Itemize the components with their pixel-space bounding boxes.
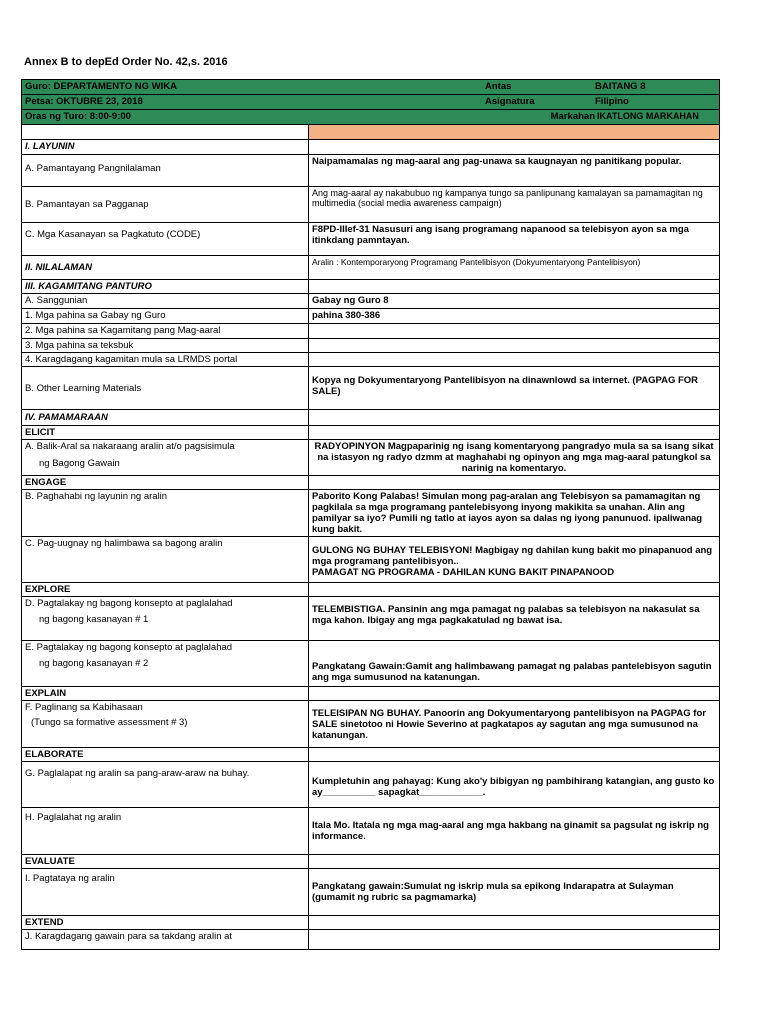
kasanayan-value: F8PD-IIIef-31 Nasusuri ang isang programang napanood sa telebisyon ayon sa mga itinkdang pamntayan.: [309, 223, 720, 256]
row-kagamitan: [22, 280, 720, 294]
pagtalakay1-value: TELEMBISTIGA. Pansinin ang mga pamagat ng palabas sa telebisyon na nakasulat sa mga kahon. Ibigay ang mga pagkakatulad ng bawat isa.: [309, 597, 720, 641]
layunin-label: I. LAYUNIN: [22, 140, 309, 155]
engage-label: ENGAGE: [22, 476, 309, 490]
pagganap-label: B. Pamantayan sa Pagganap: [22, 187, 309, 223]
extend-label: EXTEND: [22, 916, 309, 930]
elicit-label: ELICIT: [22, 426, 309, 440]
karagdagang-kagamitan-label: 4. Karagdagang kagamitan mula sa LRMDS portal: [22, 353, 309, 367]
asignatura-label: Asignatura: [485, 96, 535, 107]
pag-uugnay-value-1: GULONG NG BUHAY TELEBISYON! Magbigay ng dahilan kung bakit mo pinapanuod ang mga programang pantelibisyon..: [312, 545, 713, 567]
pahina-mag-aaral-label: 2. Mga pahina sa Kagamitang pang Mag-aaral: [22, 324, 309, 339]
row-pahina-mag-aaral: [22, 324, 720, 339]
paglalahat-label: H. Paglalahat ng aralin: [22, 808, 309, 855]
row-evaluate: [22, 855, 720, 869]
blank-cell-orange: [309, 125, 720, 140]
pamantayang-label: A. Pamantayang Pangnilalaman: [22, 155, 309, 187]
row-paglalahat: [22, 808, 720, 855]
pagtataya-label: I. Pagtataya ng aralin: [22, 869, 309, 916]
row-engage: [22, 476, 720, 490]
balik-aral-value: RADYOPINYON Magpaparinig ng isang komentaryong pangradyo mula sa sa isang sikat na istasyon ng radyo dzmm at maghahabi ng opinyon ang mga mag-aaral patungkol sa narinig na komentaryo.: [309, 440, 720, 476]
antas-label: Antas: [485, 81, 512, 92]
kasanayan-label: C. Mga Kasanayan sa Pagkatuto (CODE): [22, 223, 309, 256]
pag-uugnay-value-2: PAMAGAT NG PROGRAMA - DAHILAN KUNG BAKIT PINAPANOOD: [312, 567, 615, 578]
row-pamantayang-pangnilalaman: [22, 155, 720, 187]
row-pamamaraan: [22, 410, 720, 426]
annex-title: Annex B to depEd Order No. 42,s. 2016: [24, 56, 228, 68]
explain-label: EXPLAIN: [22, 687, 309, 701]
karagdagang-gawain-label: J. Karagdagang gawain para sa takdang aralin at: [22, 930, 309, 950]
sanggunian-value: Gabay ng Guro 8: [309, 294, 720, 309]
row-nilalaman: [22, 256, 720, 280]
blank-cell-left: [22, 125, 309, 140]
paglalapat-value: Kumpletuhin ang pahayag: Kung ako'y bibigyan ng pambihirang katangian, ang gusto ko ay__________ sapagkat____________.: [309, 762, 720, 808]
other-materials-value: Kopya ng Dokyumentaryong Pantelibisyon na dinawnlowd sa internet. (PAGPAG FOR SALE): [309, 367, 720, 410]
pahina-guro-value: pahina 380-386: [309, 309, 720, 324]
nilalaman-value: Aralin : Kontemporaryong Programang Pantelibisyon (Dokyumentaryong Pantelibisyon): [309, 256, 720, 280]
row-paglalapat: [22, 762, 720, 808]
pagtalakay2-label-1: E. Pagtalakay ng bagong konsepto at paglalahad: [25, 642, 233, 653]
antas-value: BAITANG 8: [595, 81, 646, 92]
paglalapat-label: G. Paglalapat ng aralin sa pang-araw-araw na buhay.: [22, 762, 309, 808]
pag-uugnay-label: C. Pag-uugnay ng halimbawa sa bagong aralin: [22, 537, 309, 583]
row-kasanayan: [22, 223, 720, 256]
row-elaborate: [22, 748, 720, 762]
lesson-plan-table: [21, 79, 720, 950]
row-pagtalakay-2: [22, 641, 720, 687]
paglinang-value: TELEISIPAN NG BUHAY. Panoorin ang Dokyumentaryong pantelibisyon na PAGPAG for SALE sinetotoo ni Howie Severino at pagkatapos ay sagutan ang mga sumusunod na katanungan.: [309, 701, 720, 748]
header-row-petsa: [22, 95, 720, 110]
asignatura-value: Filipino: [595, 96, 629, 107]
row-paghahabi: [22, 490, 720, 537]
row-pahina-teksbuk: [22, 339, 720, 353]
row-layunin: [22, 140, 720, 155]
header-row-oras: [22, 110, 720, 125]
pagtalakay2-label-2: ng bagong kasanayan # 2: [39, 658, 149, 669]
row-pamantayan-pagganap: [22, 187, 720, 223]
row-extend: [22, 916, 720, 930]
row-pagtataya: [22, 869, 720, 916]
row-balik-aral: [22, 440, 720, 476]
markahan-label: Markahan: [550, 111, 595, 122]
paglinang-label-1: F. Paglinang sa Kabihasaan: [25, 702, 143, 713]
pahina-guro-label: 1. Mga pahina sa Gabay ng Guro: [22, 309, 309, 324]
row-paglinang: [22, 701, 720, 748]
pamantayang-value: Naipamamalas ng mag-aaral ang pag-unawa sa kaugnayan ng panitikang popular.: [309, 155, 720, 187]
kagamitan-label: III. KAGAMITANG PANTURO: [22, 280, 309, 294]
row-pagtalakay-1: [22, 597, 720, 641]
balik-aral-label-2: ng Bagong Gawain: [39, 458, 120, 469]
row-elicit: [22, 426, 720, 440]
header-row-guro: [22, 80, 720, 95]
pahina-teksbuk-label: 3. Mga pahina sa teksbuk: [22, 339, 309, 353]
pagtalakay2-value: Pangkatang Gawain:Gamit ang halimbawang pamagat ng palabas pantelebisyon sagutin ang mga sumusunod na katanungan.: [309, 641, 720, 687]
row-karagdagang-gawain: [22, 930, 720, 950]
paglinang-label-2: (Tungo sa formative assessment # 3): [31, 717, 188, 728]
nilalaman-label: II. NILALAMAN: [22, 256, 309, 280]
pagtalakay1-label-1: D. Pagtalakay ng bagong konsepto at paglalahad: [25, 598, 233, 609]
pagtalakay1-label-2: ng bagong kasanayan # 1: [39, 614, 149, 625]
sanggunian-label: A. Sanggunian: [22, 294, 309, 309]
evaluate-label: EVALUATE: [22, 855, 309, 869]
pamamaraan-label: IV. PAMAMARAAN: [22, 410, 309, 426]
pagtataya-value: Pangkatang gawain:Sumulat ng iskrip mula sa epikong Indarapatra at Sulayman (gumamit ng rubric sa pagmamarka): [309, 869, 720, 916]
row-explain: [22, 687, 720, 701]
oras-text: Oras ng Turo: 8:00-9:00: [25, 111, 131, 122]
elaborate-label: ELABORATE: [22, 748, 309, 762]
paghahabi-label: B. Paghahabi ng layunin ng aralin: [22, 490, 309, 537]
petsa-text: Petsa: OKTUBRE 23, 2018: [25, 96, 143, 107]
other-materials-label: B. Other Learning Materials: [22, 367, 309, 410]
pagganap-value: Ang mag-aaral ay nakabubuo ng kampanya tungo sa panlipunang kamalayan sa pamamagitan ng multimedia (social media awareness campaign): [309, 187, 720, 223]
row-other-materials: [22, 367, 720, 410]
balik-aral-label-1: A. Balik-Aral sa nakaraang aralin at/o pagsisimula: [25, 441, 235, 452]
row-explore: [22, 583, 720, 597]
paghahabi-value: Paborito Kong Palabas! Simulan mong pag-aralan ang Telebisyon sa pamamagitan ng pagkilala sa mga programang pantelebisyong inyong makikita sa unahan. Alin ang pamilyar sa iyo? Pumili ng tatlo at iayos ayon sa dalas ng iyong panunuod. ipaliwanag kung bakit.: [309, 490, 720, 537]
blank-row: [22, 125, 720, 140]
row-pahina-guro: [22, 309, 720, 324]
row-pag-uugnay: [22, 537, 720, 583]
row-sanggunian: [22, 294, 720, 309]
explore-label: EXPLORE: [22, 583, 309, 597]
markahan-value: IKATLONG MARKAHAN: [597, 111, 699, 121]
paglalahat-value: Itala Mo. Itatala ng mga mag-aaral ang mga hakbang na ginamit sa pagsulat ng iskrip ng informance.: [309, 808, 720, 855]
guro-text: Guro: DEPARTAMENTO NG WIKA: [25, 81, 177, 92]
row-karagdagang-kagamitan: [22, 353, 720, 367]
